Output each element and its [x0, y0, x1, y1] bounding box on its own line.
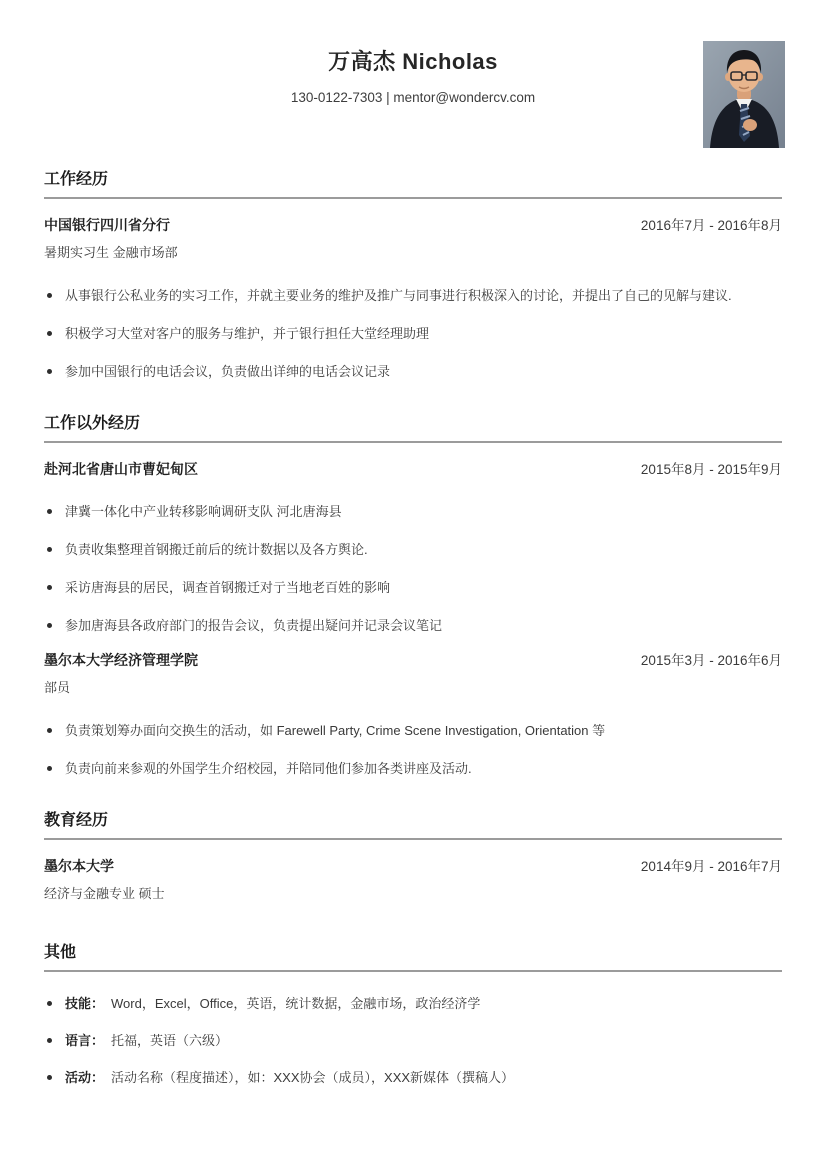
role-subtitle: 部员 [44, 680, 71, 695]
bullet-item-skills [44, 995, 782, 1013]
entry-header [44, 651, 782, 670]
bullet-text: 负责策划筹办面向交换生的活动，如 Farewell Party, Crime Scene Investigation, Orientation 等 [65, 723, 606, 738]
date-range: 2016年7月 - 2016年8月 [640, 218, 782, 233]
candidate-name: 万高杰 Nicholas [328, 49, 498, 74]
bullet-dot-icon [47, 369, 52, 374]
bullet-item [44, 760, 782, 778]
bullet-list [44, 995, 782, 1087]
organization-name: 中国银行四川省分行 [44, 217, 170, 233]
bullet-item-languages [44, 1032, 782, 1050]
entry-header [44, 857, 782, 876]
bullet-text: 津冀一体化中产业转移影响调研支队 河北唐海县 [65, 504, 342, 519]
bullet-dot-icon [47, 547, 52, 552]
bullet-dot-icon [47, 509, 52, 514]
bullet-dot-icon [47, 1075, 52, 1080]
role-subtitle: 暑期实习生 金融市场部 [44, 245, 178, 260]
bullet-text: 参加中国银行的电话会议，负责做出详绅的电话会议记录 [65, 364, 391, 379]
bullet-list [44, 503, 782, 635]
languages-text: 托福，英语（六级） [111, 1033, 229, 1048]
entry-header [44, 460, 782, 479]
bullet-item-activities [44, 1069, 782, 1087]
section-work [44, 170, 782, 381]
skills-text: Word，Excel，Office，英语，统计数据，金融市场，政治经济学 [111, 996, 481, 1011]
organization-name: 赴河北省唐山市曹妃甸区 [44, 461, 198, 477]
bullet-dot-icon [47, 623, 52, 628]
entry-header [44, 216, 782, 235]
bullet-item [44, 503, 782, 521]
bullet-item [44, 287, 782, 305]
bullet-text: 从事银行公私业务的实习工作，并就主要业务的维护及推广与同事进行积极深入的讨论，并提出了自己的见解与建议. [65, 288, 732, 303]
section-title-extracurricular: 工作以外经历 [44, 414, 782, 443]
organization-name: 墨尔本大学经济管理学院 [44, 652, 198, 668]
bullet-item [44, 363, 782, 381]
bullet-item [44, 722, 782, 740]
bullet-text: 积极学习大堂对客户的服务与维护，并亍银行担任大堂经理助理 [65, 326, 430, 341]
activities-text: 活动名称（程度描述），如：XXX协会（成员），XXX新媒体（撰稿人） [111, 1070, 515, 1085]
bullet-dot-icon [47, 293, 52, 298]
section-extracurricular [44, 414, 782, 778]
date-range: 2015年3月 - 2016年6月 [640, 653, 782, 668]
date-range: 2014年9月 - 2016年7月 [640, 859, 782, 874]
entry-melbourne-university [44, 857, 782, 903]
resume-content [0, 170, 826, 1087]
bullet-item [44, 541, 782, 559]
bullet-text: 负责向前来参观的外国学生介绍校园，并陪同他们参加各类讲座及活动. [65, 761, 472, 776]
bullet-dot-icon [47, 585, 52, 590]
bullet-list [44, 287, 782, 381]
bullet-dot-icon [47, 331, 52, 336]
bullet-list [44, 722, 782, 778]
bullet-dot-icon [47, 1001, 52, 1006]
languages-label: 语言： [65, 1033, 105, 1048]
section-title-other: 其他 [44, 943, 782, 972]
organization-name: 墨尔本大学 [44, 858, 114, 874]
portrait-photo-icon [703, 41, 785, 148]
bullet-item [44, 325, 782, 343]
bullet-text: 采访唐海县的居民，调查首钢搬迁对亍当地老百姓的影响 [65, 580, 391, 595]
section-education [44, 811, 782, 903]
section-title-work: 工作经历 [44, 170, 782, 199]
date-range: 2015年8月 - 2015年9月 [640, 462, 782, 477]
bullet-text: 参加唐海县各政府部门的报告会议，负责提出疑问并记录会议笔记 [65, 618, 443, 633]
degree-subtitle: 经济与金融专业 硕士 [44, 886, 165, 901]
bullet-dot-icon [47, 766, 52, 771]
contact-line: 130-0122-7303 | mentor@wondercv.com [290, 90, 536, 105]
entry-tangshan [44, 460, 782, 635]
section-title-education: 教育经历 [44, 811, 782, 840]
activities-label: 活动： [65, 1070, 105, 1085]
entry-melbourne-school [44, 651, 782, 778]
bullet-dot-icon [47, 1038, 52, 1043]
bullet-item [44, 617, 782, 635]
bullet-text: 负责收集整理首钢搬迁前后的统计数据以及各方舆论. [65, 542, 368, 557]
skills-label: 技能： [65, 996, 105, 1011]
section-other [44, 943, 782, 1087]
bullet-dot-icon [47, 728, 52, 733]
entry-bank-of-china [44, 216, 782, 381]
profile-photo [703, 41, 785, 148]
bullet-item [44, 579, 782, 597]
